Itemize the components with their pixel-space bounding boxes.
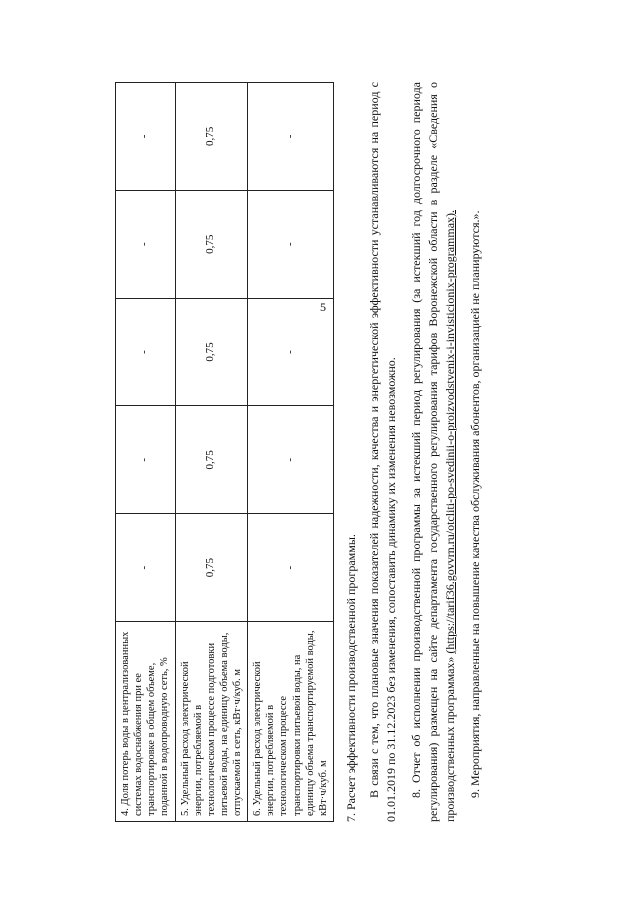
table-cell: - xyxy=(116,83,176,191)
rotated-page-content xyxy=(115,82,525,822)
report-link[interactable]: (https://tarif36.govvrn.ru/otcliti-po-svedinii-o-proizvodstvenix-i-invisticionix-programmax). xyxy=(443,209,457,654)
indicator-name: 4. Доля потерь воды в централизованных системах водоснабжения при ее транспортировке в общем объеме, поданной в водопроводную сеть, % xyxy=(116,622,176,822)
table-cell: - xyxy=(116,406,176,514)
table-cell: - xyxy=(116,514,176,622)
table-cell: - xyxy=(116,190,176,298)
section-9-paragraph: 9. Мероприятия, направленные на повышение качества обслуживания абонентов, организацией не планируются.». xyxy=(468,210,482,798)
page-number: 5 xyxy=(320,300,326,314)
table-row xyxy=(116,83,176,822)
table-cell: - xyxy=(248,83,334,191)
table-row xyxy=(175,83,248,822)
table-cell: - xyxy=(248,406,334,514)
table-cell: - xyxy=(248,514,334,622)
table-cell: - xyxy=(248,190,334,298)
indicators-table xyxy=(115,82,334,822)
table-cell: - xyxy=(248,298,334,406)
table-cell: - xyxy=(116,298,176,406)
section-8-text: 8. Отчет об исполнении производственной программы за истекший период регулирования (за истекший год долгосрочного периода регулирования) размещен на сайте департамента государственного регулирования тарифов Воронежской области в разделе «Сведения о производственных программах» xyxy=(409,82,457,822)
section-7-paragraph: В связи с тем, что плановые значения показателей надежности, качества и энергетической эффективности устанавливаются на период с 01.01.2019 по 31.12.2023 без изменения, сопоставить динамику их изменения невозможно. xyxy=(367,82,398,822)
indicator-name: 5. Удельный расход электрической энергии, потребляемой в технологическом процессе подготовки питьевой воды, на единицу объема воды, отпускаемой в сеть, кВт·ч/куб. м xyxy=(175,622,248,822)
table-cell: 0,75 xyxy=(175,514,248,622)
indicator-name: 6. Удельный расход электрической энергии, потребляемой в технологическом процессе транспортировки питьевой воды, на единицу объема транспортируемой воды, кВт·ч/куб. м xyxy=(248,622,334,822)
table-cell: 0,75 xyxy=(175,83,248,191)
table-cell: 0,75 xyxy=(175,406,248,514)
section-7-heading: 7. Расчет эффективности производственной программы. xyxy=(344,534,358,822)
section-8-paragraph xyxy=(408,82,459,822)
table-cell: 0,75 xyxy=(175,298,248,406)
document-body xyxy=(343,82,492,822)
table-row xyxy=(248,83,334,822)
table-cell: 0,75 xyxy=(175,190,248,298)
